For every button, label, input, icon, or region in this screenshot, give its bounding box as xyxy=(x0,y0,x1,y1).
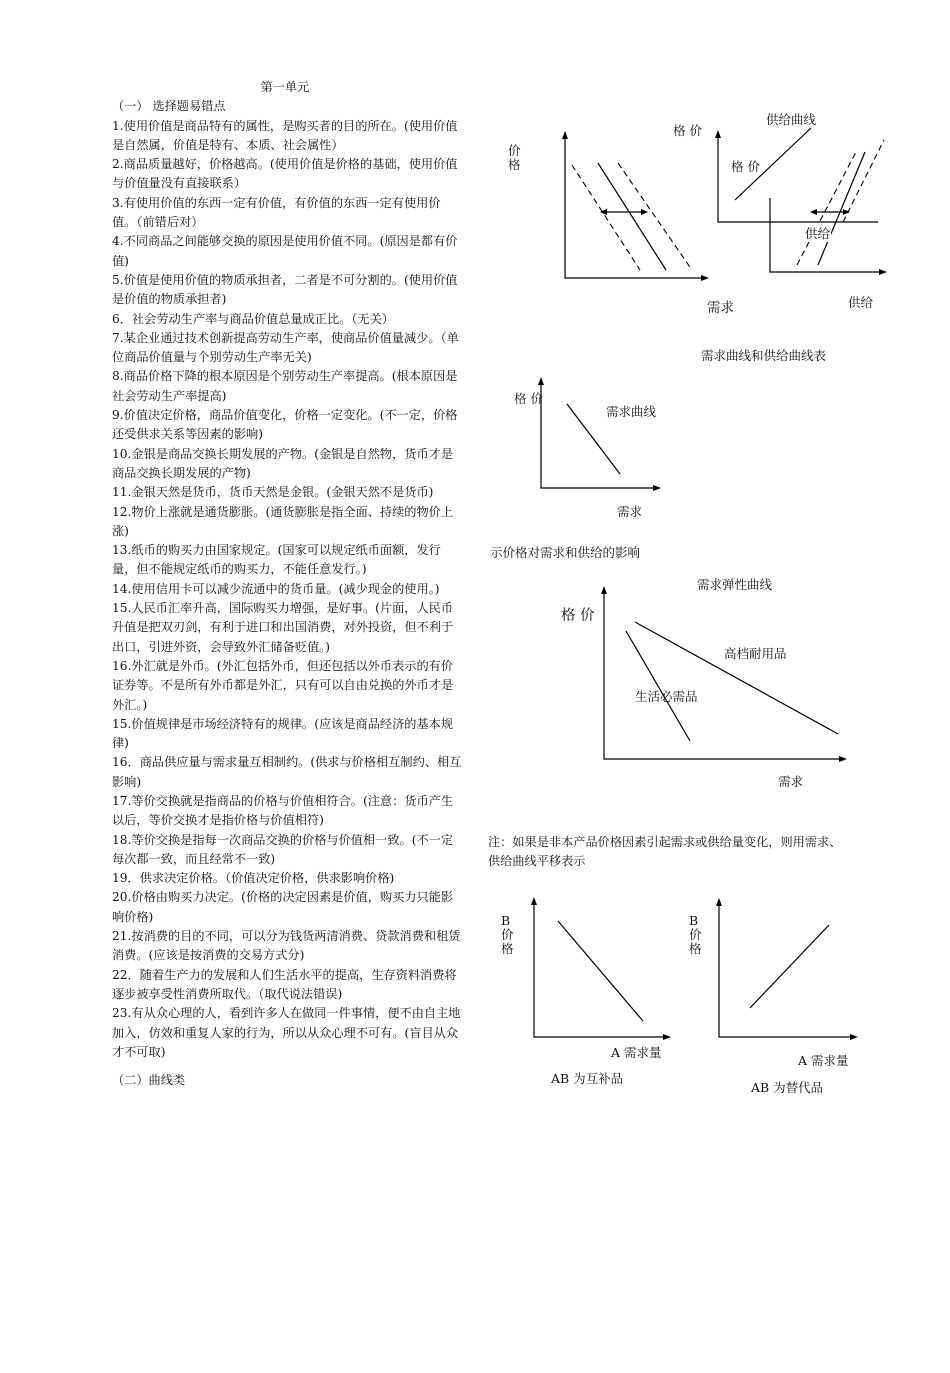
fig4-left-x-label: A 需求量 xyxy=(611,1045,662,1060)
list-item: 15.价值规律是市场经济特有的规律。(应该是商品经济的基本规律) xyxy=(112,716,454,751)
fig2-y-label: 格 价 xyxy=(514,391,543,406)
note-text: 注：如果是非本产品价格因素引起需求或供给量变化，则用需求、供给曲线平移表示 xyxy=(488,835,842,868)
demand-curve xyxy=(598,163,666,270)
fig4-right-x-label: A 需求量 xyxy=(798,1053,849,1068)
list-item: 18.等价交换是指每一次商品交换的价格与价值相一致。(不一定每次都一致，而且经常不一致) xyxy=(112,832,454,866)
fig3-luxury-label: 高档耐用品 xyxy=(724,646,787,661)
luxury-goods-curve xyxy=(635,622,838,734)
fig2-x-label: 需求 xyxy=(617,504,643,519)
fig4-right-caption: AB 为替代品 xyxy=(751,1080,824,1095)
fig4-right-y-label: B价格 xyxy=(689,913,702,956)
complements-curve xyxy=(558,921,643,1021)
elasticity-diagram xyxy=(601,586,847,762)
demand-curve-diagram xyxy=(538,377,661,491)
section-heading-curves: （二）曲线类 xyxy=(112,1073,186,1088)
fig3-y-label: 格 价 xyxy=(561,608,595,624)
list-item: 15.人民币汇率升高，国际购买力增强，是好事。(片面，人民币升值是把双刃剑，有利于进口和出国消费，对外投资，但不利于出口，引进外资，会导致外汇储备贬值。) xyxy=(112,601,454,654)
list-item: 21.按消费的目的不同，可以分为钱货两清消费、贷款消费和租赁消费。(应该是按消费的交易方式分) xyxy=(112,929,461,963)
list-item: 16．商品供应量与需求量互相制约。(供求与价格相互制约、相互影响) xyxy=(112,755,462,789)
list-item: 22．随着生产力的发展和人们生活水平的提高，生存资料消费将逐步被享受性消费所取代。（取代说法错误) xyxy=(112,967,457,1001)
complements-diagram xyxy=(531,897,671,1040)
fig1-left-y-label: 价格 xyxy=(508,143,521,172)
axes xyxy=(565,134,706,278)
list-item: 5.价值是使用价值的物质承担者，二者是不可分割的。(使用价值是价值的物质承担者) xyxy=(112,272,458,307)
substitutes-diagram xyxy=(716,898,858,1040)
list-item: 2.商品质量越好，价格越高。(使用价值是价格的基础，使用价值与价值量没有直接联系） xyxy=(112,157,458,191)
list-item: 20.价格由购买力决定。(价格的决定因素是价值，购买力只能影响价格) xyxy=(112,890,454,924)
supply-curve-shifted-left xyxy=(797,152,856,265)
demand-shift-diagram xyxy=(562,131,709,281)
fig2-curve-label: 需求曲线 xyxy=(606,404,657,419)
fig3-necessities-label: 生活必需品 xyxy=(635,689,698,704)
list-item: 1.使用价值是商品特有的属性，是购买者的目的所在。(使用价值是自然属，价值是特有、本质、社会属性） xyxy=(112,118,458,152)
supply-shift-diagram xyxy=(715,128,887,275)
list-item: 23.有从众心理的人，看到许多人在做同一件事情，便不由自主地加入，仿效和重复人家的行为，所以从众心理不可有。(盲目从众才不可取) xyxy=(112,1006,461,1059)
list-item: 3.有使用价值的东西一定有价值，有价值的东西一定有使用价值。（前错后对） xyxy=(112,195,441,230)
list-item: 8.商品价格下降的根本原因是个别劳动生产率提高。(根本原因是社会劳动生产率提高) xyxy=(112,369,458,403)
list-item: 17.等价交换就是指商品的价格与价值相符合。(注意：货币产生以后，等价交换才是指价格与价值相符) xyxy=(112,793,454,828)
list-item: 16.外汇就是外币。(外汇包括外币，但还包括以外币表示的有价证券等。不是所有外币都是外汇，只有可以自由兑换的外币才是外汇。) xyxy=(112,658,454,712)
fig1-left-x-label: 需求 xyxy=(707,300,734,316)
fig1-inner-supply-label: 供给 xyxy=(805,226,831,241)
fig3-x-label: 需求 xyxy=(778,774,804,789)
list-item: 6．社会劳动生产率与商品价值总量成正比。（无关） xyxy=(112,311,394,326)
section-heading-choice: （一） 选择题易错点 xyxy=(112,99,226,114)
list-item: 12.物价上涨就是通货膨胀。(通货膨胀是指全面、持续的物价上涨) xyxy=(112,504,454,538)
supply-curve-shifted-right xyxy=(843,140,884,222)
fig3-title: 需求弹性曲线 xyxy=(697,577,773,592)
fig1-caption: 需求曲线和供给曲线表 xyxy=(701,348,827,363)
fig1-right-y-label: 格 价 xyxy=(673,123,702,138)
list-item: 10.金银是商品交换长期发展的产物。(金银是自然物，货币才是商品交换长期发展的产物) xyxy=(112,446,454,480)
list-item: 11.金银天然是货币，货币天然是金银。(金银天然不是货币) xyxy=(112,485,434,500)
axes xyxy=(534,900,668,1037)
list-item: 14.使用信用卡可以减少流通中的货币量。(减少现金的使用。) xyxy=(112,581,440,596)
list-item: 19．供求决定价格。（价值决定价格，供求影响价格) xyxy=(112,871,395,886)
fig4-left-caption: AB 为互补品 xyxy=(551,1071,624,1086)
list-item: 7.某企业通过技术创新提高劳动生产率，使商品价值量减少。（单位商品价值量与个别劳动生产率无关) xyxy=(112,330,459,365)
fig1-right-x-label: 供给 xyxy=(848,295,874,310)
fig4-left-y-label: B价格 xyxy=(501,913,514,956)
list-item: 9.价值决定价格，商品价值变化，价格一定变化。(不一定，价格还受供求关系等因素的影响) xyxy=(112,408,458,442)
list-item: 4.不同商品之间能够交换的原因是使用价值不同。(原因是都有价值) xyxy=(112,234,458,268)
axes xyxy=(604,590,844,759)
fig2-caption: 示价格对需求和供给的影响 xyxy=(490,545,641,560)
fig1-inner-y-label: 格 价 xyxy=(731,159,760,174)
list-item: 13.纸币的购买力由国家规定。(国家可以规定纸币面额，发行量，但不能规定纸币的购买力，不能任意发行。) xyxy=(112,543,441,577)
supply-curve-shifted xyxy=(818,152,865,265)
unit-title: 第一单元 xyxy=(260,80,310,94)
substitutes-curve xyxy=(750,925,829,1008)
axes xyxy=(541,380,658,488)
fig1-supply-curve-label: 供给曲线 xyxy=(766,112,817,127)
